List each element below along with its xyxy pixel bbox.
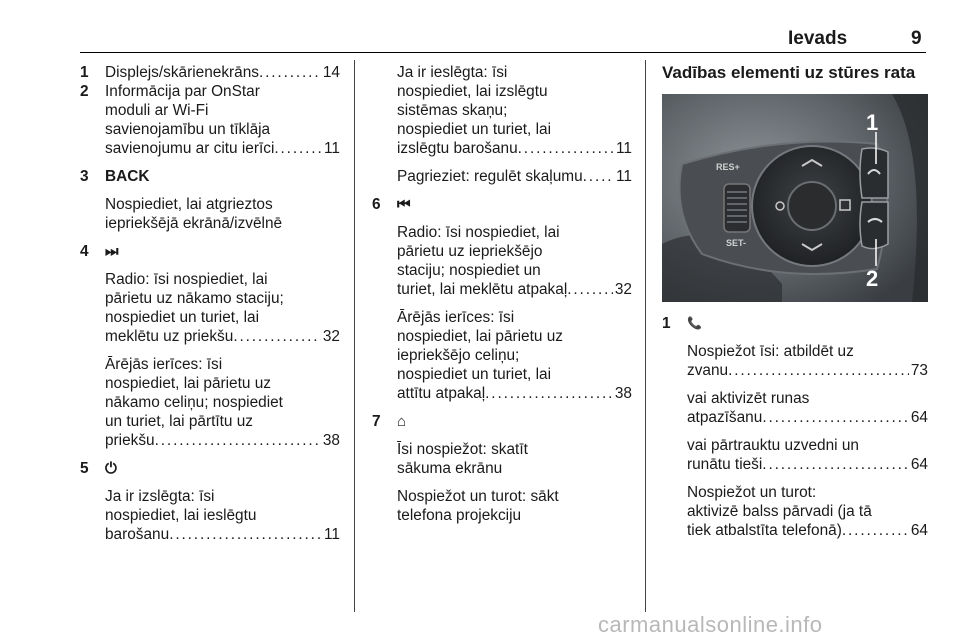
power-icon: ⏻	[105, 460, 117, 477]
svg-text:SET-: SET-	[726, 238, 747, 248]
list-item: 3 BACK Nospiediet, lai atgrieztos iepriekšējā ekrānā/izvēlnē	[80, 167, 340, 233]
page-ref[interactable]: 11	[324, 140, 340, 157]
list-item: 6 ⏮ Radio: īsi nospiediet, lai pārietu uz iepriekšējo staciju; nospiediet un turiet, lai meklētu atpakaļ . . . 32 Ārējās ierīces: īsi nospiediet, lai pārietu uz iepriekšējo celiņu; nospiediet un turiet, lai attītu atpakaļ . . . 38	[372, 195, 632, 403]
page-header	[0, 28, 960, 50]
svg-text:RES+: RES+	[716, 162, 740, 172]
column-2	[372, 63, 632, 525]
column-divider-1	[354, 60, 355, 612]
page-ref[interactable]: 14	[322, 64, 340, 81]
callout-1: 1	[866, 110, 879, 135]
steering-wheel-controls-photo	[662, 94, 928, 302]
watermark: carmanualsonline.info	[598, 612, 823, 637]
page-ref[interactable]: 32	[614, 281, 632, 298]
page-ref[interactable]: 32	[322, 328, 340, 345]
home-icon: ⌂	[397, 413, 407, 430]
list-item: 7 ⌂ Īsi nospiežot: skatīt sākuma ekrānu Nospiežot un turot: sākt telefona projekciju	[372, 412, 632, 525]
list-item-continued: Pagrieziet: regulēt skaļumu . . . 11	[372, 167, 632, 186]
column-divider-2	[645, 60, 646, 612]
list-item: 1 📞 Nospiežot īsi: atbildēt uz zvanu . . . 73 vai aktivizēt runas atpazīšanu . . . 64 vai pārtrauktu uzvedni un runātu tieši . . . 64 Nospiežot un turot: aktivizē balss pārvadi (ja tā tiek atbalstīta telefonā) . . . 64	[662, 314, 928, 540]
back-label: BACK	[105, 168, 150, 185]
column-1	[80, 63, 340, 544]
column-3	[662, 63, 928, 540]
page-ref[interactable]: 73	[910, 362, 928, 379]
section-heading: Vadības elementi uz stūres rata	[662, 63, 916, 82]
page-number: 9	[911, 28, 922, 49]
page-ref[interactable]: 38	[322, 432, 340, 449]
list-item-continued: Ja ir ieslēgta: īsi nospiediet, lai izslēgtu sistēmas skaņu; nospiediet un turiet, lai izslēgtu barošanu . . . 11	[372, 63, 632, 158]
page-ref[interactable]: 11	[616, 168, 632, 185]
list-item: 4 ⏭ Radio: īsi nospiediet, lai pārietu uz nākamo staciju; nospiediet un turiet, lai meklētu uz priekšu . . . 32 Ārējās ierīces: īsi nospiediet, lai pārietu uz nākamo celiņu; nospiediet un turiet, lai pārtītu uz priekšu . . . 38	[80, 242, 340, 450]
page-ref[interactable]: 38	[614, 385, 632, 402]
list-item: 1 Displejs/skārienekrāns . . . 14	[80, 63, 340, 82]
page-ref[interactable]: 64	[910, 522, 928, 539]
list-item: 5 ⏻ Ja ir izslēgta: īsi nospiediet, lai ieslēgtu barošanu . . . 11	[80, 459, 340, 544]
header-rule	[80, 52, 926, 53]
section-title: Ievads	[788, 28, 848, 49]
previous-track-icon: ⏮	[397, 196, 411, 213]
callout-2: 2	[866, 266, 879, 291]
page-ref[interactable]: 11	[324, 526, 340, 543]
list-item: 2 Informācija par OnStar moduli ar Wi-Fi savienojamību un tīklāja savienojumu ar citu ierīci . . . 11	[80, 82, 340, 158]
next-track-icon: ⏭	[105, 243, 119, 260]
page-ref[interactable]: 64	[910, 456, 928, 473]
phone-icon: 📞	[687, 316, 702, 330]
page-ref[interactable]: 64	[910, 409, 928, 426]
page-ref[interactable]: 11	[616, 140, 632, 157]
